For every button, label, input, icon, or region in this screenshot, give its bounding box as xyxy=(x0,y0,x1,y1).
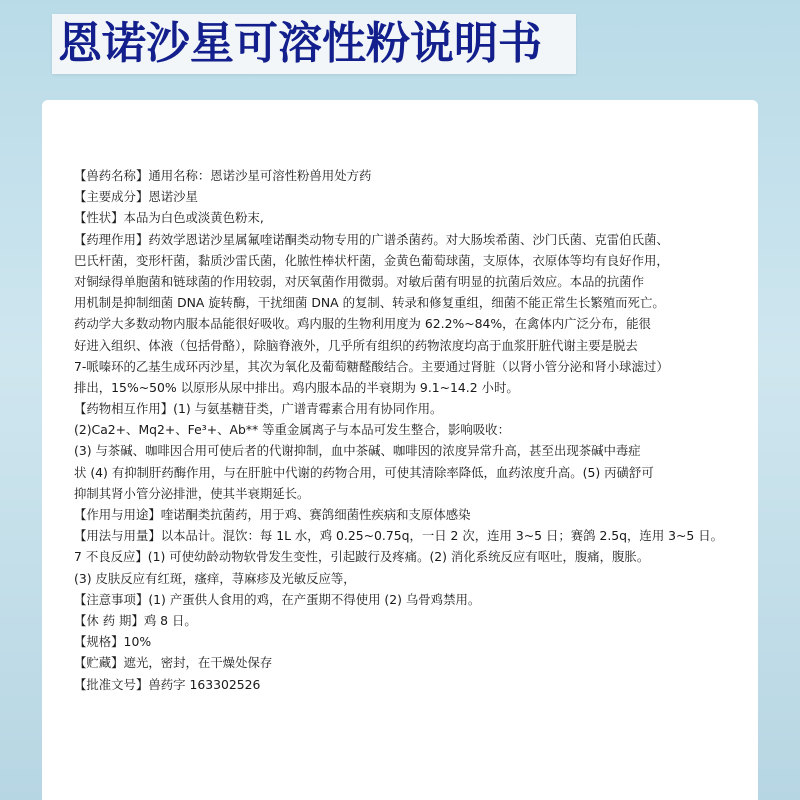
line-interactions-2: (2)Ca2+、Mq2+、Fe³+、Ab** 等重金属离子与本品可发生整合，影响吸收： xyxy=(74,422,510,438)
line-indications: 【作用与用途】喹诺酮类抗菌药，用于鸡、赛鸽细菌性疾病和支原体感染 xyxy=(74,507,471,522)
line-withdrawal: 【休 药 期】鸡 8 日。 xyxy=(74,612,197,628)
line-pharmacology-4: 用机制是抑制细菌 DNA 旋转酶，干扰细菌 DNA 的复制、转录和修复重组，细菌不能正常生长繁殖而死亡。 xyxy=(74,295,665,311)
line-specification: 【规格】10% xyxy=(74,634,152,650)
line-adverse-1: 7 不良反应】(1) 可使幼龄动物软骨发生变性，引起跛行及疼痛。(2) 消化系统反应有呕吐，腹痛，腹胀。 xyxy=(74,549,650,565)
line-interactions-5: 抑制其肾小管分泌排泄，使其半衰期延长。 xyxy=(74,485,310,501)
line-precautions: 【注意事项】(1) 产蛋供人食用的鸡，在产蛋期不得使用 (2) 乌骨鸡禁用。 xyxy=(74,591,481,607)
line-pharmacokinetics-2: 好进入组织、体液（包括骨酪），除脑脊液外，几乎所有组织的药物浓度均高于血浆肝脏代谢主要是脱去 xyxy=(74,337,638,353)
line-main-ingredient: 【主要成分】恩诺沙星 xyxy=(74,189,198,205)
line-storage: 【贮藏】遮光，密封，在干燥处保存 xyxy=(74,655,273,671)
line-properties: 【性状】本品为白色或淡黄色粉末, xyxy=(74,210,264,226)
line-adverse-2: (3) 皮肤反应有红斑，瘙痒，荨麻疹及光敏反应等， xyxy=(74,570,356,586)
line-pharmacology-1: 【药理作用】药效学恩诺沙星属氟喹诺酮类动物专用的广谱杀菌药。对大肠埃希菌、沙门氏菌、克雷伯氏菌、 xyxy=(74,231,669,247)
line-pharmacokinetics-4: 排出，15%~50% 以原形从尿中排出。鸡内服本品的半衰期为 9.1~14.2 小时。 xyxy=(74,379,519,395)
line-pharmacology-2: 巴氏杆菌，变形杆菌，黏质沙雷氏菌，化脓性棒状杆菌，金黄色葡萄球菌，支原体，衣原体等均有良好作用， xyxy=(74,252,669,268)
line-interactions-3: (3) 与茶碱、咖啡因合用可使后者的代谢抑制，血中茶碱、咖啡因的浓度异常升高，甚至出现茶碱中毒症 xyxy=(74,443,641,459)
line-pharmacology-3: 对铜绿得单胞菌和链球菌的作用较弱，对厌氧菌作用微弱。对敏后菌有明显的抗菌后效应。本品的抗菌作 xyxy=(74,273,644,289)
line-pharmacokinetics-1: 药动学大多数动物内服本品能很好吸收。鸡内服的生物利用度为 62.2%~84%，在禽体内广泛分布，能很 xyxy=(74,316,651,332)
line-pharmacokinetics-3: 7-哌嗪环的乙基生成环丙沙星，其次为氧化及葡萄糖醛酸结合。主要通过肾脏（以肾小管分泌和肾小球滤过） xyxy=(74,358,669,374)
line-interactions-4: 状 (4) 有抑制肝药酶作用，与在肝脏中代谢的药物合用，可使其清除率降低，血药浓度升高。(5) 丙磺舒可 xyxy=(74,464,654,480)
line-interactions-1: 【药物相互作用】(1) 与氨基糖苷类，广谱青霉素合用有协同作用。 xyxy=(74,401,443,417)
instruction-body xyxy=(74,165,732,695)
line-drug-name: 【兽药名称】通用名称：恩诺沙星可溶性粉兽用处方药 xyxy=(74,168,372,183)
line-approval-number: 【批准文号】兽药字 163302526 xyxy=(74,676,261,692)
page-title: 恩诺沙星可溶性粉说明书 xyxy=(58,18,542,69)
line-dosage: 【用法与用量】以本品计。混饮：每 1L 水，鸡 0.25~0.75q，一日 2 次，连用 3~5 日；赛鸽 2.5q，连用 3~5 日。 xyxy=(74,528,724,544)
